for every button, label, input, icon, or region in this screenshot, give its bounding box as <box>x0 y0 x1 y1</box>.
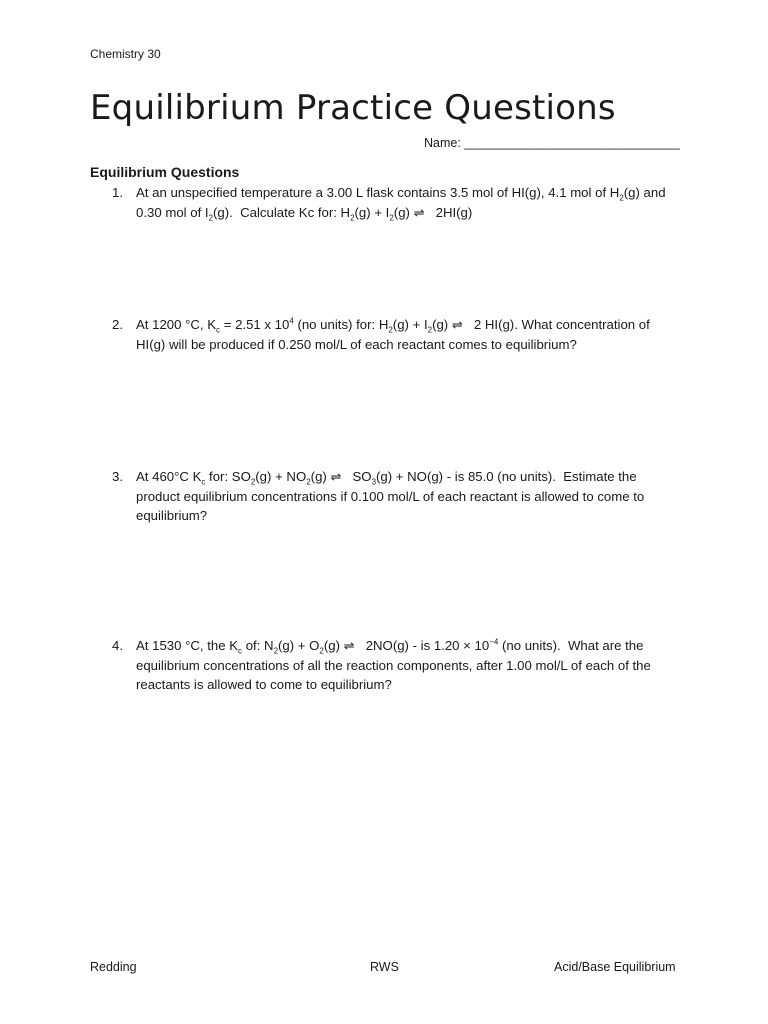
footer-center: RWS <box>370 960 399 974</box>
question-text: At 1200 °C, $K_c = 2.51$ x $10^4$ (no units) for: $H_2(g) + I_2(g)$ ⇌ 2 HI(g). What concentration of HI(g) will be produced if 0.250 mol/L of each reactant comes to equilibrium? <box>136 316 650 352</box>
name-field <box>424 136 680 150</box>
question-number: 1. <box>112 185 123 200</box>
footer-left: Redding <box>90 960 137 974</box>
question-3 <box>112 467 677 526</box>
question-number: 2. <box>112 317 123 332</box>
question-text: At an unspecified temperature a 3.00 L flask contains 3.5 mol of HI(g), 4.1 mol of $H_2(g)$ and 0.30 mol of $I_2(g)$. Calculate Kc for: $H_2(g) + I_2(g)$ ⇌ 2HI(g) <box>136 185 666 223</box>
name-blank: _______________________________ <box>464 136 680 150</box>
question-number: 3. <box>112 469 123 484</box>
footer-right: Acid/Base Equilibrium <box>554 960 676 974</box>
question-1 <box>112 183 677 222</box>
question-number: 4. <box>112 638 123 653</box>
name-label: Name: <box>424 136 461 150</box>
page-title: Equilibrium Practice Questions <box>90 88 616 128</box>
section-title: Equilibrium Questions <box>90 164 240 180</box>
question-text: At 1530 °C, the $K_c$ of: $N_2(g) + O_2(g)$ ⇌ 2NO(g) - is $1.20 \times 10^{-4}$ (no units). What are the equilibrium concentrations of all the reaction components, after 1.00 mol/L of each of the reactants is allowed to come to equilibrium? <box>136 637 651 692</box>
question-2 <box>112 315 677 354</box>
question-4 <box>112 636 677 695</box>
course-label: Chemistry 30 <box>90 47 161 61</box>
question-text: At 460°C $K_c$ for: $SO_2(g) + NO_2(g)$ ⇌ $SO_3(g) + NO(g)$ - is 85.0 (no units). Estimate the product equilibrium concentrations if 0.100 mol/L of each reactant is allowed to come to equilibrium? <box>136 469 645 523</box>
